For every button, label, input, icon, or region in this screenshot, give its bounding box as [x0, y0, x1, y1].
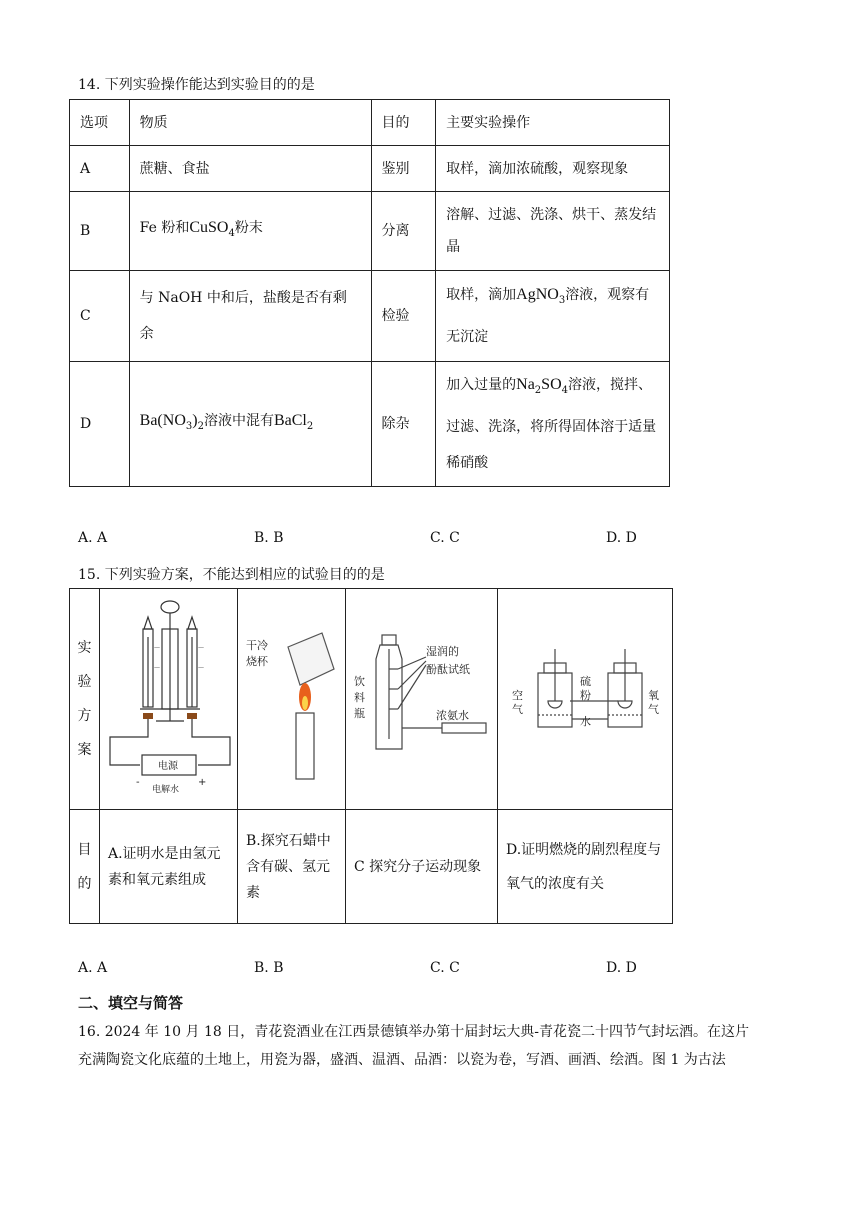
minus-sign: -: [136, 777, 140, 788]
row-d-formula-sub-b: 4: [561, 384, 568, 396]
row-c-operation-suffix: 溶液，观察有无沉淀: [446, 287, 650, 345]
power-label: 电源: [158, 761, 178, 772]
table-row: [70, 146, 670, 192]
water-label: 水: [580, 715, 591, 728]
bottle-diagram: [346, 589, 497, 799]
row-b-formula-sub: 4: [228, 227, 235, 239]
svg-text:—: —: [198, 664, 204, 671]
row-d-operation: [436, 362, 670, 487]
table-row: [70, 362, 670, 487]
header-option: 选项: [70, 100, 130, 146]
purpose-label-char: 目: [77, 841, 92, 858]
electrolysis-caption: 电解水: [152, 785, 180, 795]
row-d-operation-suffix: 溶液，搅拌、过滤、洗涤，将所得固体溶于适量稀硝酸: [446, 377, 657, 471]
choice-c[interactable]: C. C: [430, 530, 460, 546]
row-d-formula2: BaCl: [273, 412, 307, 430]
oxygen-label-2: 气: [648, 703, 659, 716]
scheme-row: [70, 589, 673, 810]
section-title: 二、填空与简答: [78, 994, 184, 1012]
q14-table: [69, 99, 670, 487]
header-operation: 主要实验操作: [436, 100, 670, 146]
beaker-label-2: 烧杯: [246, 655, 268, 668]
q15-table: [69, 588, 673, 924]
row-d-material: [129, 362, 371, 487]
diagram-d-cell: [498, 589, 673, 810]
header-material: 物质: [129, 100, 371, 146]
row-b-material: [129, 192, 371, 271]
combustion-diagram: [498, 589, 672, 799]
row-b-operation: 溶解、过滤、洗涤、烘干、蒸发结晶: [436, 192, 670, 271]
header-purpose: 目的: [371, 100, 436, 146]
bottle-label-2: 料: [354, 691, 365, 704]
candle-diagram: [238, 589, 345, 799]
row-c-operation: [436, 271, 670, 362]
oxygen-label-1: 氧: [648, 689, 659, 702]
choice-a[interactable]: A. A: [78, 530, 108, 546]
purpose-b: B.探究石蜡中含有碳、氢元素: [238, 810, 346, 924]
beaker-icon: [288, 633, 334, 685]
row-b-material-suffix: 粉末: [234, 220, 263, 237]
ammonia-label: 浓氨水: [436, 709, 469, 722]
beaker-label-1: 干冷: [246, 639, 268, 652]
row-d-formula-b: SO: [541, 376, 562, 394]
row-a-operation: 取样，滴加浓硫酸，观察现象: [436, 146, 670, 192]
row-d-formula1-close: ): [192, 412, 198, 430]
purpose-c: C 探究分子运动现象: [346, 810, 498, 924]
scheme-label-char: 验: [77, 674, 92, 690]
row-d-option: D: [70, 362, 130, 487]
q14-title: 14. 下列实验操作能达到实验目的的是: [78, 77, 315, 93]
bottle-label-1: 饮: [354, 675, 365, 688]
row-c-formula: AgNO: [516, 286, 559, 304]
row-d-formula2-sub: 2: [306, 420, 314, 432]
diagram-a-cell: [100, 589, 238, 810]
svg-text:—: —: [154, 644, 160, 651]
plus-sign: +: [198, 777, 207, 788]
choice-b[interactable]: B. B: [254, 530, 284, 546]
scheme-label-char: 实: [77, 640, 92, 656]
row-d-purpose: 除杂: [371, 362, 436, 487]
svg-text:—: —: [154, 664, 160, 671]
row-b-purpose: 分离: [371, 192, 436, 271]
row-a-purpose: 鉴别: [371, 146, 436, 192]
table-row: [70, 271, 670, 362]
q15-title: 15. 下列实验方案，不能达到相应的试验目的的是: [78, 567, 385, 583]
paper-label-2: 酚酞试纸: [426, 663, 470, 676]
row-d-formula1-sub: 3: [185, 420, 193, 432]
row-c-option: C: [70, 271, 130, 362]
diagram-b-cell: [238, 589, 346, 810]
row-d-formula-sub: 2: [534, 384, 542, 396]
electrolysis-diagram: [100, 589, 237, 799]
bottle-label-3: 瓶: [354, 707, 365, 720]
choice-d[interactable]: D. D: [606, 530, 637, 546]
row-d-formula1-sub2: 2: [197, 420, 204, 432]
sulfur-label-1: 硫: [580, 675, 591, 688]
choice-a[interactable]: A. A: [78, 960, 108, 976]
q16-line-2: 充满陶瓷文化底蕴的土地上，用瓷为器，盛酒、温酒、品酒：以瓷为卷，写酒、画酒、绘酒。图 1 为古法: [78, 1052, 726, 1068]
scheme-label-char: 案: [77, 742, 92, 758]
choice-d[interactable]: D. D: [606, 960, 637, 976]
paper-label-1: 湿润的: [426, 645, 459, 658]
scheme-label-char: 方: [77, 708, 92, 724]
choice-c[interactable]: C. C: [430, 960, 460, 976]
svg-text:—: —: [198, 644, 204, 651]
row-b-option: B: [70, 192, 130, 271]
q16-line-1: 16. 2024 年 10 月 18 日，青花瓷酒业在江西景德镇举办第十届封坛大典-青花瓷二十四节气封坛酒。在这片: [78, 1024, 749, 1040]
row-d-formula: Na: [516, 376, 535, 394]
diagram-c-cell: [346, 589, 498, 810]
row-c-purpose: 检验: [371, 271, 436, 362]
row-b-formula: CuSO: [189, 219, 229, 237]
scheme-label: [70, 589, 100, 810]
row-d-material-mid: 溶液中混有: [203, 413, 274, 430]
air-label-2: 气: [512, 703, 523, 716]
row-c-material: 与 NaOH 中和后，盐酸是否有剩余: [129, 271, 371, 362]
row-a-material: 蔗糖、食盐: [129, 146, 371, 192]
row-d-formula1: Ba(NO: [139, 412, 186, 430]
purpose-a: A.证明水是由氢元素和氧元素组成: [100, 810, 238, 924]
q16-paragraph: [78, 1018, 778, 1074]
row-a-option: A: [70, 146, 130, 192]
purpose-d: D.证明燃烧的剧烈程度与氧气的浓度有关: [498, 810, 673, 924]
row-d-operation-prefix: 加入过量的: [446, 377, 517, 394]
purpose-row: [70, 810, 673, 924]
table-header-row: [70, 100, 670, 146]
row-b-material-prefix: Fe 粉和: [139, 220, 190, 237]
sulfur-label-2: 粉: [580, 689, 591, 702]
purpose-label-char: 的: [77, 875, 92, 892]
purpose-label: [70, 810, 100, 924]
choice-b[interactable]: B. B: [254, 960, 284, 976]
row-c-operation-prefix: 取样，滴加: [446, 287, 517, 304]
air-label-1: 空: [512, 689, 523, 702]
row-c-formula-sub: 3: [558, 294, 566, 306]
candle-icon: [296, 713, 314, 779]
table-row: [70, 192, 670, 271]
